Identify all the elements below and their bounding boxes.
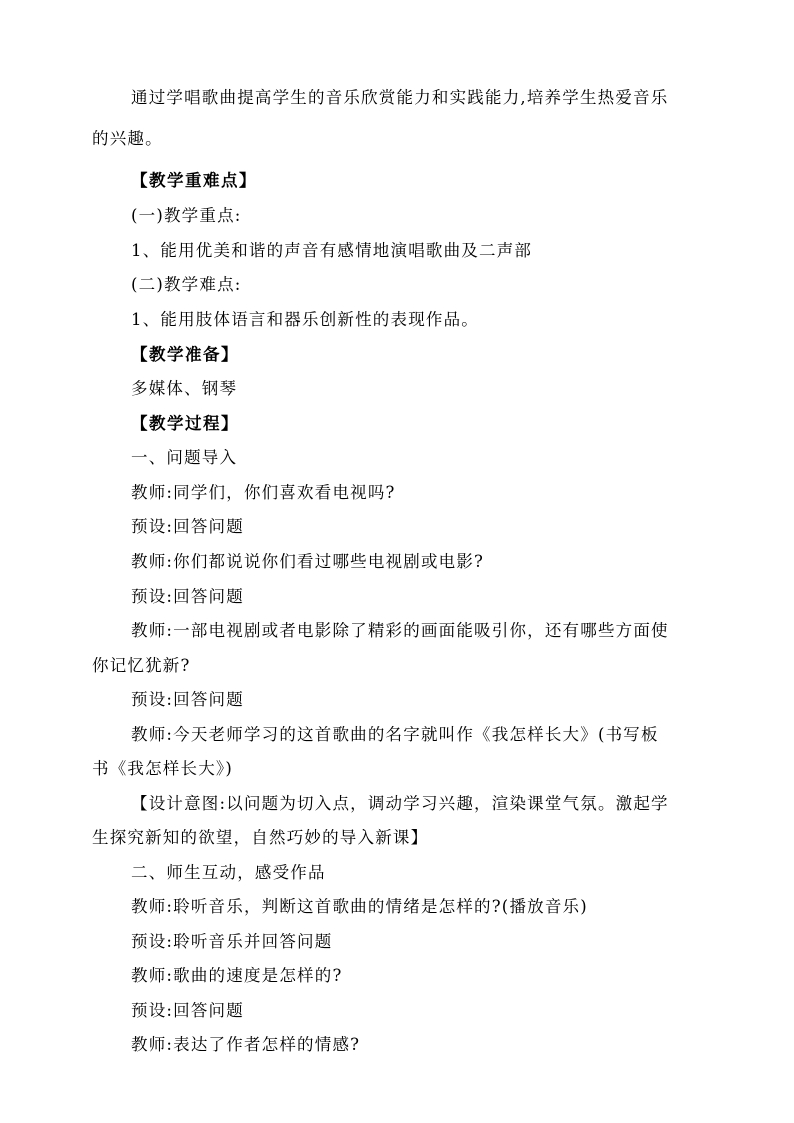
paragraph-line: 多媒体、钢琴	[131, 379, 238, 398]
design-intent-line: 生探究新知的欲望，自然巧妙的导入新课】	[92, 828, 429, 847]
paragraph-line: 通过学唱歌曲提高学生的音乐欣赏能力和实践能力,培养学生热爱音乐	[131, 88, 669, 107]
subheading-line: 一、问题导入	[131, 448, 238, 467]
paragraph-line: 的兴趣。	[92, 129, 163, 148]
paragraph-line: 预设:回答问题	[131, 690, 244, 709]
section-heading: 【教学准备】	[131, 345, 239, 364]
subheading-line: (一)教学重点:	[131, 206, 242, 225]
paragraph-line: 预设:聆听音乐并回答问题	[131, 932, 333, 951]
section-heading: 【教学重难点】	[131, 171, 257, 190]
paragraph-line: 预设:回答问题	[131, 587, 244, 606]
paragraph-line: 1、能用优美和谐的声音有感情地演唱歌曲及二声部	[131, 241, 533, 260]
subheading-line: (二)教学难点:	[131, 275, 242, 294]
paragraph-line: 教师:同学们，你们喜欢看电视吗?	[131, 483, 396, 502]
paragraph-line: 教师:歌曲的速度是怎样的?	[131, 966, 343, 985]
paragraph-line: 1、能用肢体语言和器乐创新性的表现作品。	[131, 310, 479, 329]
paragraph-line: 你记忆犹新?	[92, 656, 191, 675]
paragraph-line: 预设:回答问题	[131, 1001, 244, 1020]
paragraph-line: 教师:一部电视剧或者电影除了精彩的画面能吸引你，还有哪些方面使	[131, 621, 669, 640]
paragraph-line: 书《我怎样长大》)	[92, 759, 233, 778]
paragraph-line: 教师:聆听音乐，判断这首歌曲的情绪是怎样的?(播放音乐)	[131, 897, 588, 916]
paragraph-line: 预设:回答问题	[131, 517, 244, 536]
design-intent-line: 【设计意图:以问题为切入点，调动学习兴趣，渲染课堂气氛。激起学	[131, 794, 669, 813]
paragraph-line: 教师:今天老师学习的这首歌曲的名字就叫作《我怎样长大》(书写板	[131, 725, 659, 744]
section-heading: 【教学过程】	[131, 414, 239, 433]
subheading-line: 二、师生互动，感受作品	[131, 863, 326, 882]
paragraph-line: 教师:你们都说说你们看过哪些电视剧或电影?	[131, 552, 485, 571]
paragraph-line: 教师:表达了作者怎样的情感?	[131, 1035, 361, 1054]
